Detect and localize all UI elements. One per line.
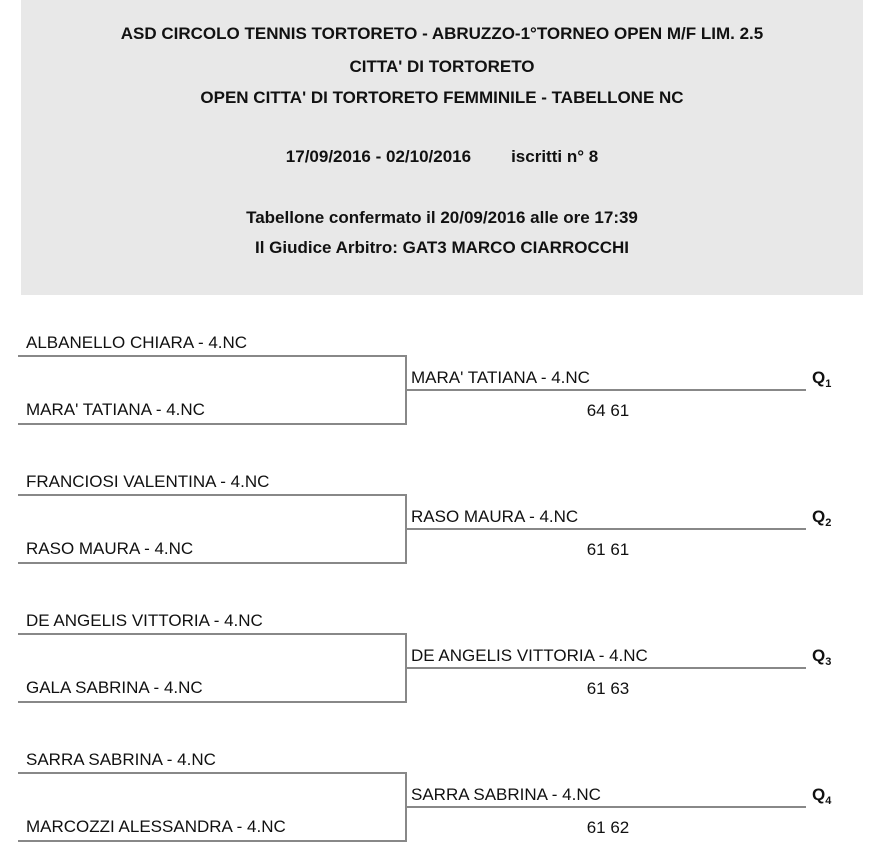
player-bottom: RASO MAURA - 4.NC bbox=[26, 539, 194, 558]
bracket-line-winner bbox=[405, 528, 806, 530]
qualifier-label bbox=[812, 507, 831, 527]
qualifier-label bbox=[812, 785, 831, 805]
match-block bbox=[0, 741, 869, 866]
player-bottom: MARCOZZI ALESSANDRA - 4.NC bbox=[26, 817, 286, 836]
qualifier-label bbox=[812, 368, 831, 388]
player-top: FRANCIOSI VALENTINA - 4.NC bbox=[26, 472, 270, 491]
header-referee: Il Giudice Arbitro: GAT3 MARCO CIARROCCHI bbox=[255, 238, 629, 257]
tournament-header bbox=[21, 0, 863, 295]
header-title: ASD CIRCOLO TENNIS TORTORETO - ABRUZZO-1°TORNEO OPEN M/F LIM. 2.5 bbox=[120, 24, 764, 43]
match-block bbox=[0, 324, 869, 449]
qualifier-label bbox=[812, 646, 831, 666]
qualifier-number: 4 bbox=[825, 795, 832, 807]
bracket-line-bottom bbox=[18, 701, 407, 703]
header-confirmed: Tabellone confermato il 20/09/2016 alle ore 17:39 bbox=[246, 208, 638, 227]
player-top: DE ANGELIS VITTORIA - 4.NC bbox=[26, 611, 263, 630]
player-bottom: MARA' TATIANA - 4.NC bbox=[26, 400, 205, 419]
qualifier-letter: Q bbox=[812, 368, 826, 387]
match-block bbox=[0, 602, 869, 727]
bracket-line-winner bbox=[405, 667, 806, 669]
match-score: 64 61 bbox=[586, 401, 630, 420]
bracket-line-bottom bbox=[18, 840, 407, 842]
header-dates-row bbox=[21, 147, 863, 167]
header-draw-name: OPEN CITTA' DI TORTORETO FEMMINILE - TABELLONE NC bbox=[200, 88, 684, 107]
match-winner: DE ANGELIS VITTORIA - 4.NC bbox=[411, 646, 648, 665]
match-score: 61 62 bbox=[586, 818, 630, 837]
bracket-line-winner bbox=[405, 806, 806, 808]
bracket-line-winner bbox=[405, 389, 806, 391]
match-winner: RASO MAURA - 4.NC bbox=[411, 507, 579, 526]
match-block bbox=[0, 463, 869, 588]
bracket-line-bottom bbox=[18, 562, 407, 564]
header-entrants: iscritti n° 8 bbox=[511, 147, 599, 166]
player-bottom: GALA SABRINA - 4.NC bbox=[26, 678, 203, 697]
qualifier-letter: Q bbox=[812, 785, 826, 804]
header-city: CITTA' DI TORTORETO bbox=[349, 57, 535, 76]
qualifier-number: 1 bbox=[825, 378, 832, 390]
player-top: ALBANELLO CHIARA - 4.NC bbox=[26, 333, 248, 352]
match-score: 61 63 bbox=[586, 679, 630, 698]
match-winner: MARA' TATIANA - 4.NC bbox=[411, 368, 590, 387]
qualifier-number: 2 bbox=[825, 517, 832, 529]
qualifier-letter: Q bbox=[812, 646, 826, 665]
header-dates: 17/09/2016 - 02/10/2016 bbox=[285, 147, 472, 166]
match-winner: SARRA SABRINA - 4.NC bbox=[411, 785, 601, 804]
bracket-line-top bbox=[18, 355, 407, 357]
player-top: SARRA SABRINA - 4.NC bbox=[26, 750, 216, 769]
bracket-line-bottom bbox=[18, 423, 407, 425]
bracket-line-top bbox=[18, 633, 407, 635]
match-score: 61 61 bbox=[586, 540, 630, 559]
bracket-line-top bbox=[18, 772, 407, 774]
qualifier-number: 3 bbox=[825, 656, 832, 668]
qualifier-letter: Q bbox=[812, 507, 826, 526]
bracket-line-top bbox=[18, 494, 407, 496]
